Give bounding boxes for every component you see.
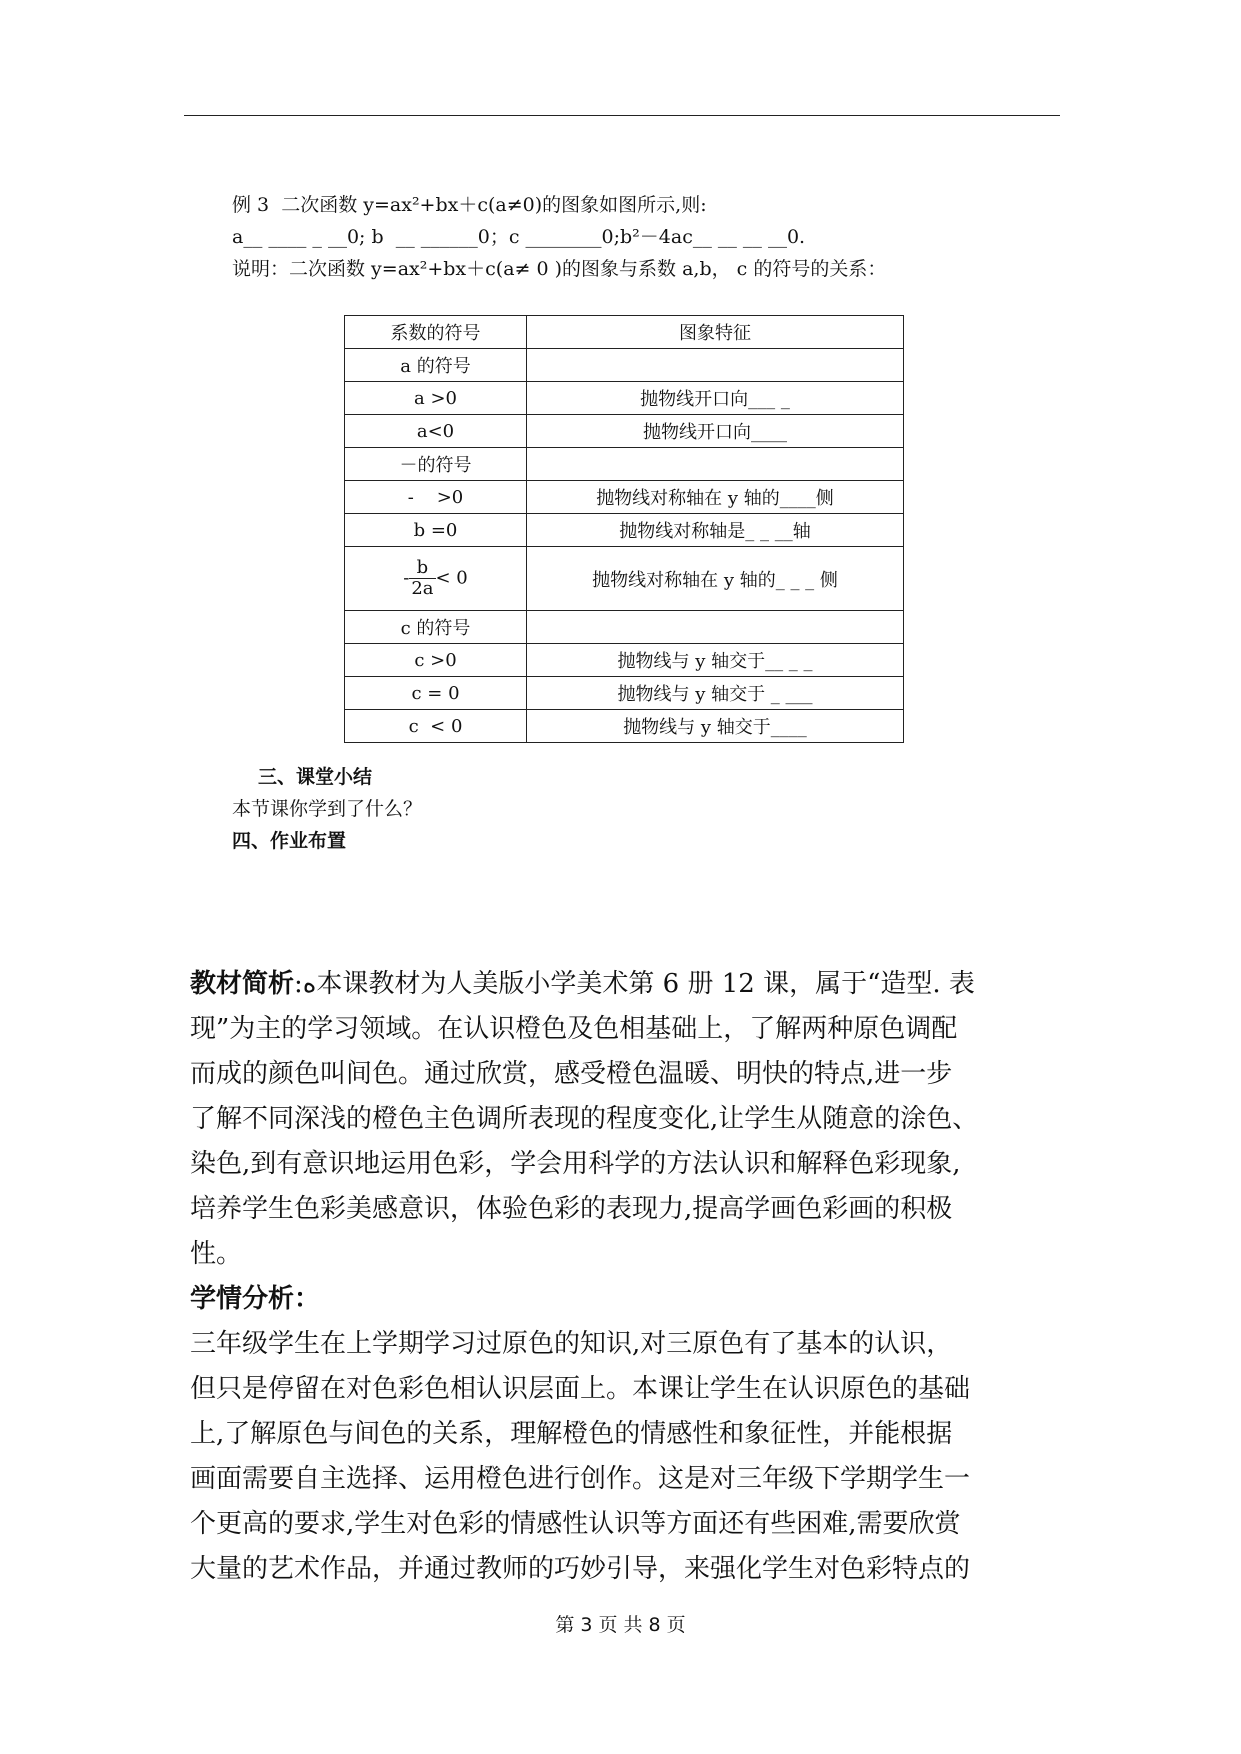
student-analysis-line: 三年级学生在上学期学习过原色的知识,对三原色有了基本的认识，: [190, 1329, 953, 1359]
example-blanks: a__ ____ _ __0; b __ ______0；c ________0;b²－4ac__ __ __ __0.: [232, 226, 806, 248]
analysis-paragraph-first-line: [190, 963, 975, 1000]
table-cell: 抛物线对称轴在 y 轴的____侧: [527, 481, 904, 514]
table-row: [345, 448, 904, 481]
table-row: [345, 514, 904, 547]
table-row: [345, 710, 904, 743]
table-row: [345, 481, 904, 514]
table-cell: 抛物线与 y 轴交于__ _ _: [527, 644, 904, 677]
fraction: [409, 558, 435, 599]
student-analysis-line: 个更高的要求,学生对色彩的情感性认识等方面还有些困难,需要欣赏: [190, 1509, 961, 1539]
fraction-denominator: 2a: [411, 578, 434, 599]
table-row: [345, 677, 904, 710]
student-analysis-label: 学情分析：: [190, 1284, 321, 1314]
table-cell: c < 0: [345, 710, 527, 743]
analysis-line: 而成的颜色叫间色。通过欣赏，感受橙色温暖、明快的特点,进一步: [190, 1059, 953, 1089]
analysis-line: 染色,到有意识地运用色彩，学会用科学的方法认识和解释色彩现象,: [190, 1149, 961, 1179]
table-cell: c 的符号: [345, 611, 527, 644]
header-cell: 图象特征: [527, 316, 904, 349]
coefficient-table: [344, 315, 904, 743]
fraction-cell: [345, 547, 527, 611]
table-row: [345, 349, 904, 382]
student-analysis-line: 上,了解原色与间色的关系，理解橙色的情感性和象征性，并能根据: [190, 1419, 953, 1449]
summary-question: 本节课你学到了什么？: [232, 798, 423, 820]
analysis-line: 了解不同深浅的橙色主色调所表现的程度变化,让学生从随意的涂色、: [190, 1104, 979, 1134]
table-cell: 抛物线与 y 轴交于____: [527, 710, 904, 743]
table-row: [345, 382, 904, 415]
table-cell: 抛物线对称轴在 y 轴的_ _ _ 侧: [527, 547, 904, 611]
table-row: [345, 547, 904, 611]
table-cell: [527, 611, 904, 644]
table-cell: 抛物线对称轴是_ _ __轴: [527, 514, 904, 547]
table-cell: - >0: [345, 481, 527, 514]
example-title: 例 3 二次函数 y=ax²+bx＋c(a≠0)的图象如图所示,则:: [232, 194, 707, 216]
table-row: [345, 644, 904, 677]
fraction-prefix: -: [403, 567, 410, 589]
section-heading-summary: 三、课堂小结: [258, 766, 373, 788]
table-cell: 抛物线开口向____: [527, 415, 904, 448]
table-row: [345, 415, 904, 448]
table-cell: a<0: [345, 415, 527, 448]
analysis-line: 培养学生色彩美感意识，体验色彩的表现力,提高学画色彩画的积极: [190, 1194, 953, 1224]
fraction-comparison: < 0: [435, 567, 468, 589]
analysis-line: 性。: [190, 1239, 243, 1269]
table-row: [345, 611, 904, 644]
header-rule: [184, 115, 1060, 116]
student-analysis-line: 但只是停留在对色彩色相认识层面上。本课让学生在认识原色的基础: [190, 1374, 971, 1404]
analysis-text: :ﻩ本课教材为人美版小学美术第 6 册 12 课，属于“造型. 表: [294, 969, 975, 999]
fraction-numerator: b: [409, 558, 435, 579]
table-cell: c >0: [345, 644, 527, 677]
student-analysis-heading: [190, 1278, 320, 1315]
section-heading-homework: 四、作业布置: [232, 830, 347, 852]
table-cell: a 的符号: [345, 349, 527, 382]
page-number: 第 3 页 共 8 页: [555, 1614, 686, 1636]
table-cell: c = 0: [345, 677, 527, 710]
table-header-row: [345, 316, 904, 349]
student-analysis-line: 大量的艺术作品，并通过教师的巧妙引导，来强化学生对色彩特点的: [190, 1554, 971, 1584]
table-cell: a >0: [345, 382, 527, 415]
analysis-line: 现”为主的学习领域。在认识橙色及色相基础上，了解两种原色调配: [190, 1014, 958, 1044]
table-cell: 抛物线与 y 轴交于 _ ___: [527, 677, 904, 710]
table-cell: b =0: [345, 514, 527, 547]
table-cell: [527, 349, 904, 382]
student-analysis-line: 画面需要自主选择、运用橙色进行创作。这是对三年级下学期学生一: [190, 1464, 971, 1494]
table-cell: [527, 448, 904, 481]
example-note: 说明：二次函数 y=ax²+bx＋c(a≠ 0 )的图象与系数 a,b， c 的符号的关系：: [232, 258, 887, 280]
analysis-label: 教材简析: [190, 969, 295, 999]
table-cell: 抛物线开口向___ _: [527, 382, 904, 415]
table-cell: －的符号: [345, 448, 527, 481]
header-cell: 系数的符号: [345, 316, 527, 349]
